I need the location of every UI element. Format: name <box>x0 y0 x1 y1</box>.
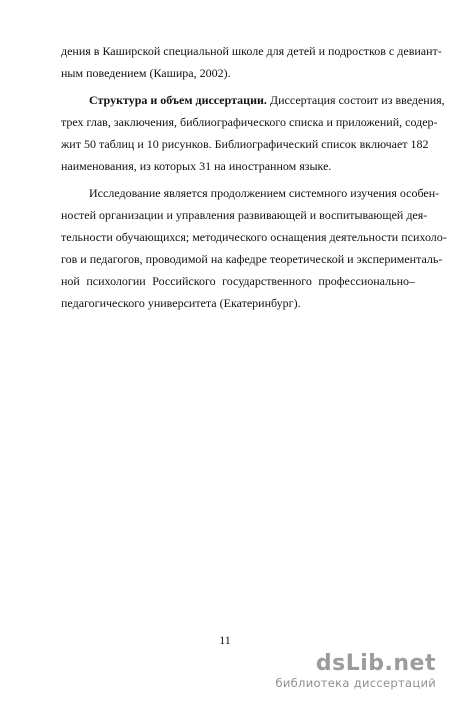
text-line: тельности обучающихся; методического оснащения деятельности психоло- <box>61 230 447 244</box>
heading-continuation: Диссертация состоит из введения, <box>266 93 445 107</box>
text-line: дения в Каширской специальной школе для детей и подростков с девиант- <box>61 44 442 58</box>
watermark-subtitle: библиотека диссертаций <box>275 676 436 690</box>
text-line: ной психологии Российского государственного профессионально– <box>61 274 415 288</box>
text-line: ностей организации и управления развивающей и воспитывающей дея- <box>61 208 428 222</box>
text-line: педагогического университета (Екатеринбург). <box>61 296 301 310</box>
text-line: гов и педагогов, проводимой на кафедре теоретической и эксперименталь- <box>61 252 443 266</box>
paragraph-first-line <box>61 89 445 111</box>
page-number: 11 <box>219 633 231 647</box>
text-line: трех глав, заключения, библиографического списка и приложений, содер- <box>61 115 438 129</box>
text-line: ным поведением (Кашира, 2002). <box>61 66 231 80</box>
watermark <box>275 652 436 690</box>
watermark-logo: dsLib.net <box>315 651 436 676</box>
section-heading: Структура и объем диссертации. <box>89 93 267 107</box>
text-line: наименования, из которых 31 на иностранном языке. <box>61 159 332 173</box>
text-line: Исследование является продолжением системного изучения особен- <box>89 186 440 200</box>
body-text <box>61 40 447 314</box>
text-line: жит 50 таблиц и 10 рисунков. Библиографический список включает 182 <box>61 137 429 151</box>
